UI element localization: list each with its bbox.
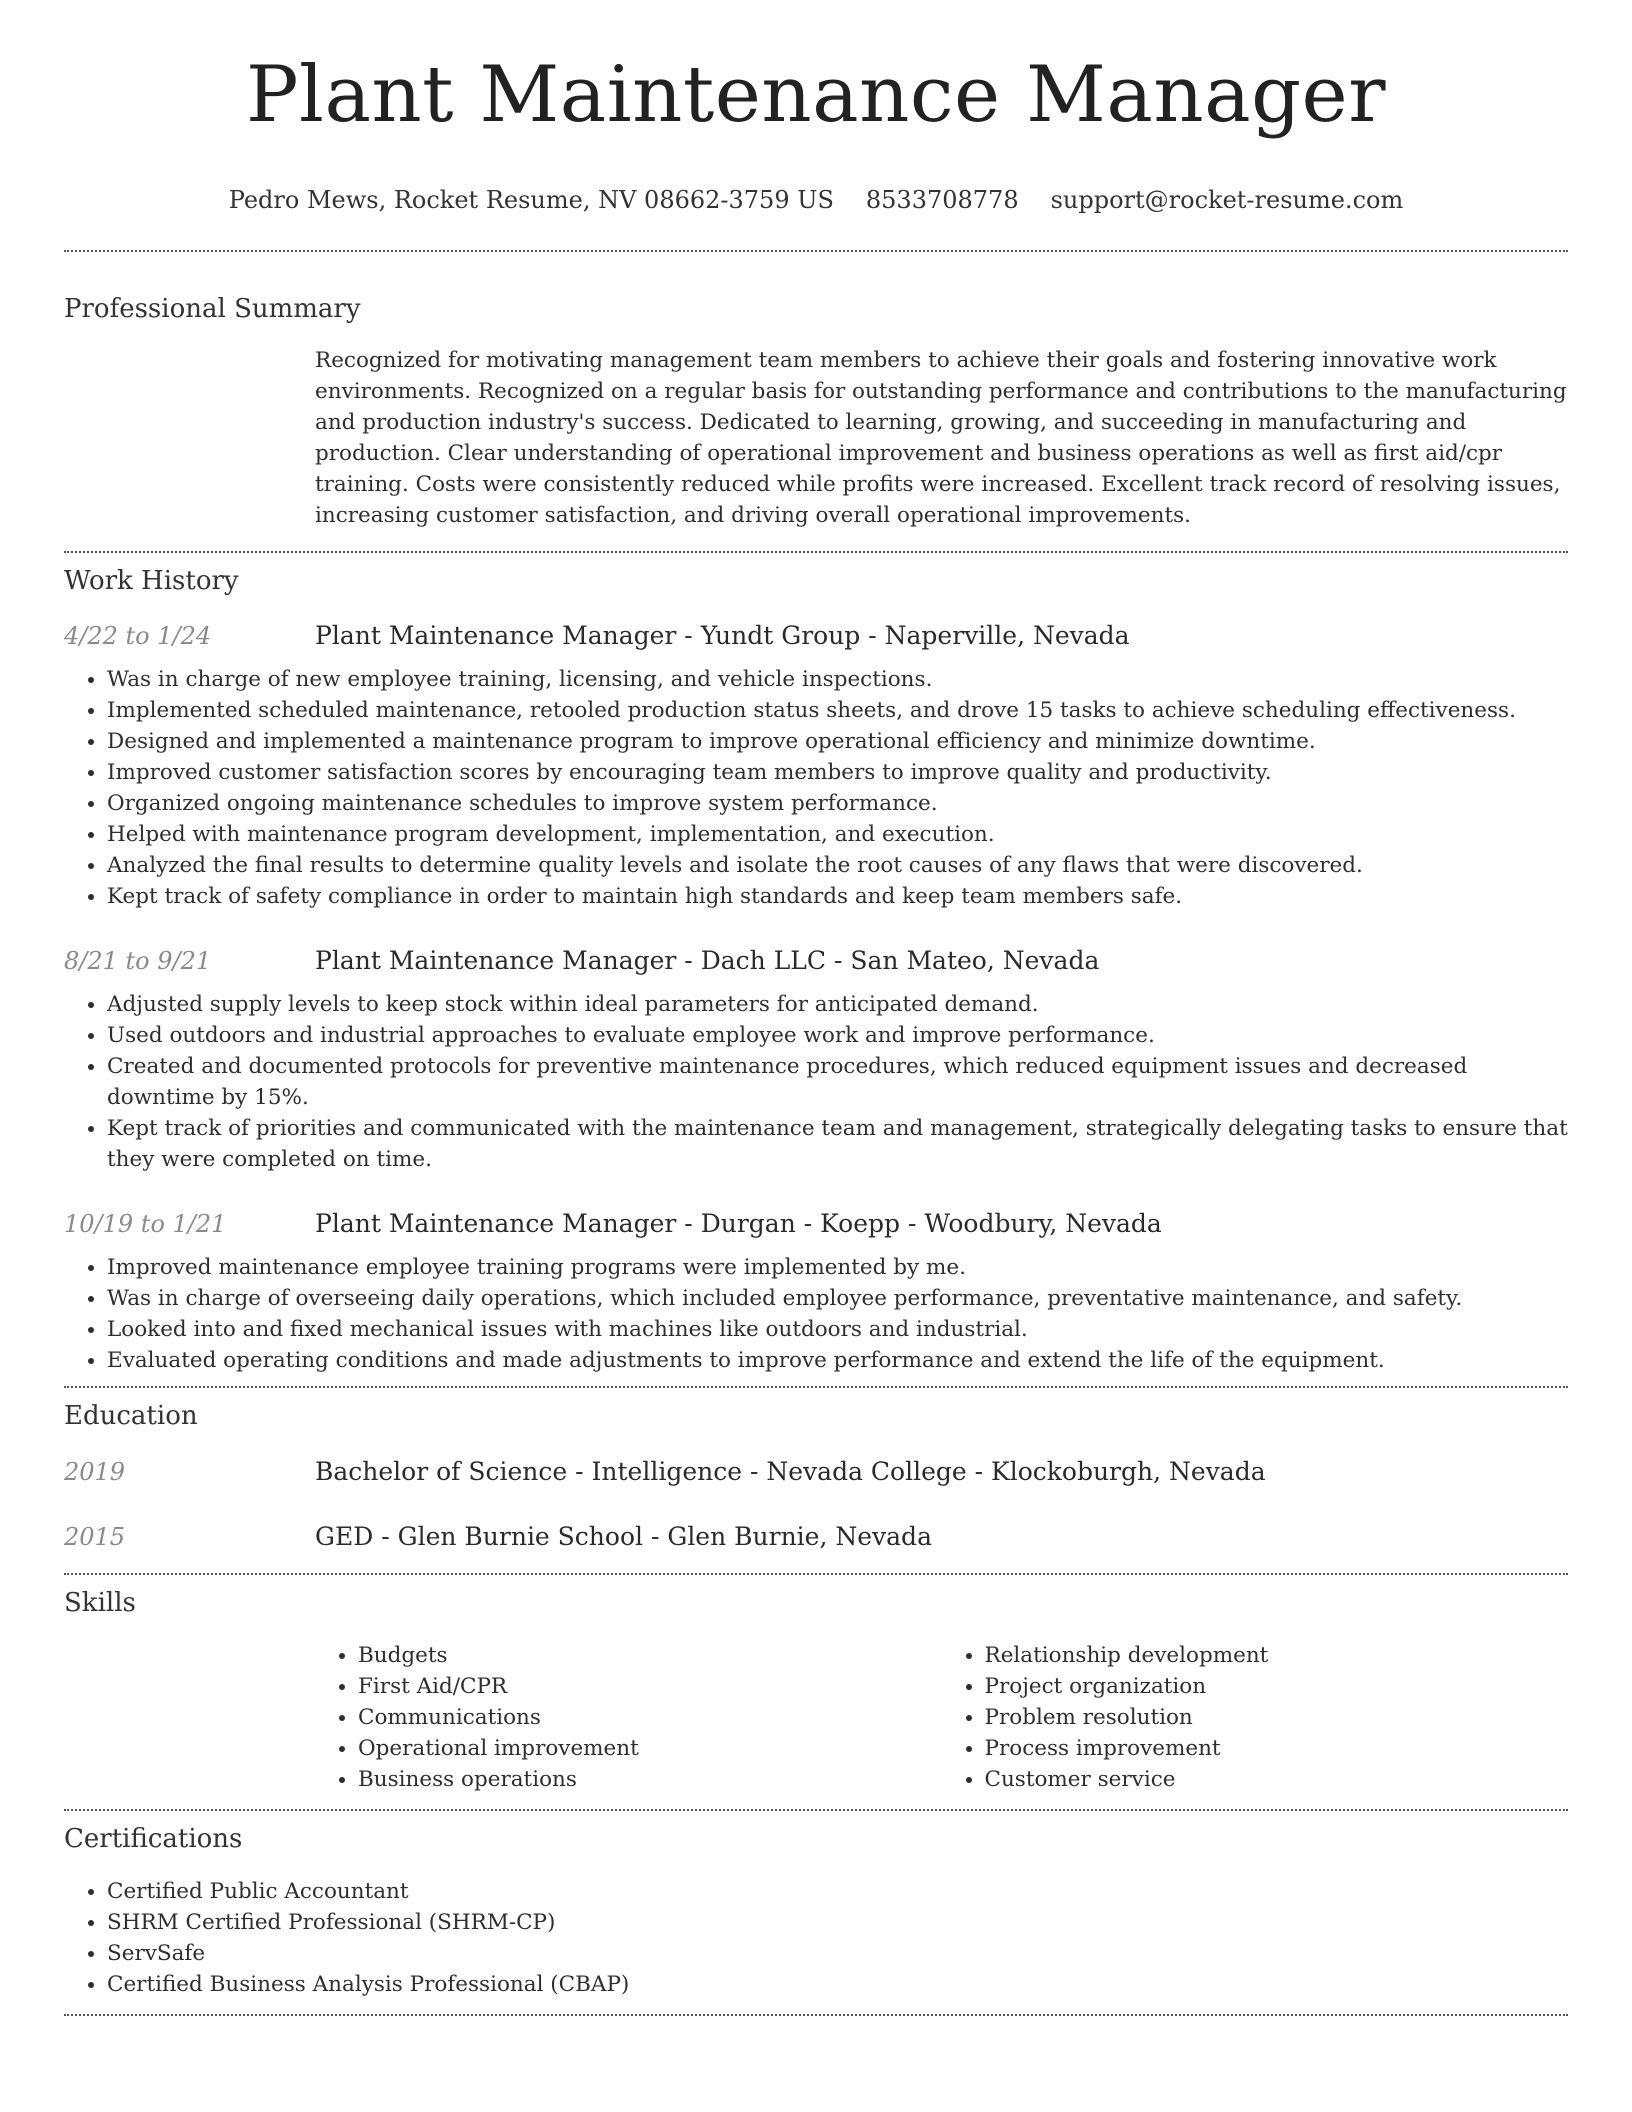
job-bullets — [64, 1252, 1568, 1376]
job-bullet: • Kept track of priorities and communicated with the maintenance team and management, strategically delegating tasks to ensure that they were completed on time. — [107, 1113, 1568, 1175]
divider — [64, 2014, 1568, 2016]
job-bullet: • Improved customer satisfaction scores by encouraging team members to improve quality and productivity. — [107, 757, 1568, 788]
job-bullet: • Analyzed the final results to determine quality levels and isolate the root causes of any flaws that were discovered. — [107, 850, 1568, 881]
job-bullet: • Was in charge of new employee training, licensing, and vehicle inspections. — [107, 664, 1568, 695]
resume-page — [64, 0, 1568, 2016]
job-dates: 8/21 to 9/21 — [64, 947, 212, 976]
job-bullet: • Improved maintenance employee training programs were implemented by me. — [107, 1252, 1568, 1283]
skill-item: • Relationship development — [985, 1640, 1569, 1671]
job-bullet: • Looked into and fixed mechanical issues with machines like outdoors and industrial. — [107, 1314, 1568, 1345]
education-year: 2019 — [64, 1458, 126, 1487]
contact-line — [64, 186, 1568, 214]
education-title: GED - Glen Burnie School - Glen Burnie, Nevada — [315, 1522, 932, 1552]
job-title: Plant Maintenance Manager - Dach LLC - San Mateo, Nevada — [315, 946, 1100, 976]
job-bullet: • Was in charge of overseeing daily operations, which included employee performance, preventative maintenance, and safety. — [107, 1283, 1568, 1314]
skill-item: • Customer service — [985, 1764, 1569, 1795]
skill-item: • Business operations — [358, 1764, 942, 1795]
skill-item: • Operational improvement — [358, 1733, 942, 1764]
divider — [64, 1809, 1568, 1811]
job-entry — [64, 946, 1568, 1175]
skills-list-right — [942, 1640, 1569, 1795]
education-entry — [64, 1522, 1568, 1551]
contact-phone: 8533708778 — [865, 186, 1019, 215]
education-title: Bachelor of Science - Intelligence - Nevada College - Klockoburgh, Nevada — [315, 1457, 1266, 1487]
summary-text: Recognized for motivating management team members to achieve their goals and fostering innovative work environments. Recognized on a regular basis for outstanding performance and contributions to the manufacturing and production industry's success. Dedicated to learning, growing, and succeeding in manufacturing and production. Clear understanding of operational improvement and business operations as well as first aid/cpr training. Costs were consistently reduced while profits were increased. Excellent track record of resolving issues, increasing customer satisfaction, and driving overall operational improvements. — [315, 348, 1567, 529]
job-bullet: • Adjusted supply levels to keep stock within ideal parameters for anticipated demand. — [107, 989, 1568, 1020]
certification-item: • ServSafe — [107, 1938, 1568, 1969]
section-heading-education: Education — [64, 1401, 198, 1432]
certifications-list — [64, 1876, 1568, 2000]
job-bullet: • Created and documented protocols for preventive maintenance procedures, which reduced equipment issues and decreased downtime by 15%. — [107, 1051, 1568, 1113]
skill-item: • Problem resolution — [985, 1702, 1569, 1733]
skills-list-left — [315, 1640, 942, 1795]
job-bullet: • Used outdoors and industrial approaches to evaluate employee work and improve performance. — [107, 1020, 1568, 1051]
skill-item: • Process improvement — [985, 1733, 1569, 1764]
job-bullets — [64, 989, 1568, 1175]
contact-address: Pedro Mews, Rocket Resume, NV 08662-3759 US — [228, 186, 834, 215]
divider — [64, 1573, 1568, 1575]
job-entry — [64, 1209, 1568, 1376]
education-entry — [64, 1457, 1568, 1486]
job-dates: 4/22 to 1/24 — [64, 622, 212, 651]
job-bullet: • Kept track of safety compliance in order to maintain high standards and keep team members safe. — [107, 881, 1568, 912]
section-heading-skills: Skills — [64, 1588, 136, 1619]
certification-item: • SHRM Certified Professional (SHRM-CP) — [107, 1907, 1568, 1938]
skill-item: • First Aid/CPR — [358, 1671, 942, 1702]
section-heading-work: Work History — [64, 566, 239, 597]
job-bullets — [64, 664, 1568, 912]
certification-item: • Certified Business Analysis Professional (CBAP) — [107, 1969, 1568, 2000]
contact-email: support@rocket-resume.com — [1050, 186, 1404, 215]
education-year: 2015 — [64, 1523, 126, 1552]
resume-title: Plant Maintenance Manager — [246, 50, 1386, 140]
job-title: Plant Maintenance Manager - Durgan - Koepp - Woodbury, Nevada — [315, 1209, 1162, 1239]
divider — [64, 250, 1568, 252]
skill-item: • Communications — [358, 1702, 942, 1733]
skill-item: • Budgets — [358, 1640, 942, 1671]
job-bullet: • Helped with maintenance program development, implementation, and execution. — [107, 819, 1568, 850]
skills-columns — [315, 1640, 1568, 1795]
section-heading-summary: Professional Summary — [64, 294, 361, 325]
job-title: Plant Maintenance Manager - Yundt Group - Naperville, Nevada — [315, 621, 1130, 651]
job-bullet: • Evaluated operating conditions and made adjustments to improve performance and extend the life of the equipment. — [107, 1345, 1568, 1376]
job-dates: 10/19 to 1/21 — [64, 1210, 227, 1239]
job-entry — [64, 621, 1568, 912]
divider — [64, 551, 1568, 553]
skill-item: • Project organization — [985, 1671, 1569, 1702]
job-bullet: • Designed and implemented a maintenance program to improve operational efficiency and minimize downtime. — [107, 726, 1568, 757]
certification-item: • Certified Public Accountant — [107, 1876, 1568, 1907]
job-bullet: • Implemented scheduled maintenance, retooled production status sheets, and drove 15 tasks to achieve scheduling effectiveness. — [107, 695, 1568, 726]
divider — [64, 1386, 1568, 1388]
section-heading-certifications: Certifications — [64, 1824, 243, 1855]
job-bullet: • Organized ongoing maintenance schedules to improve system performance. — [107, 788, 1568, 819]
